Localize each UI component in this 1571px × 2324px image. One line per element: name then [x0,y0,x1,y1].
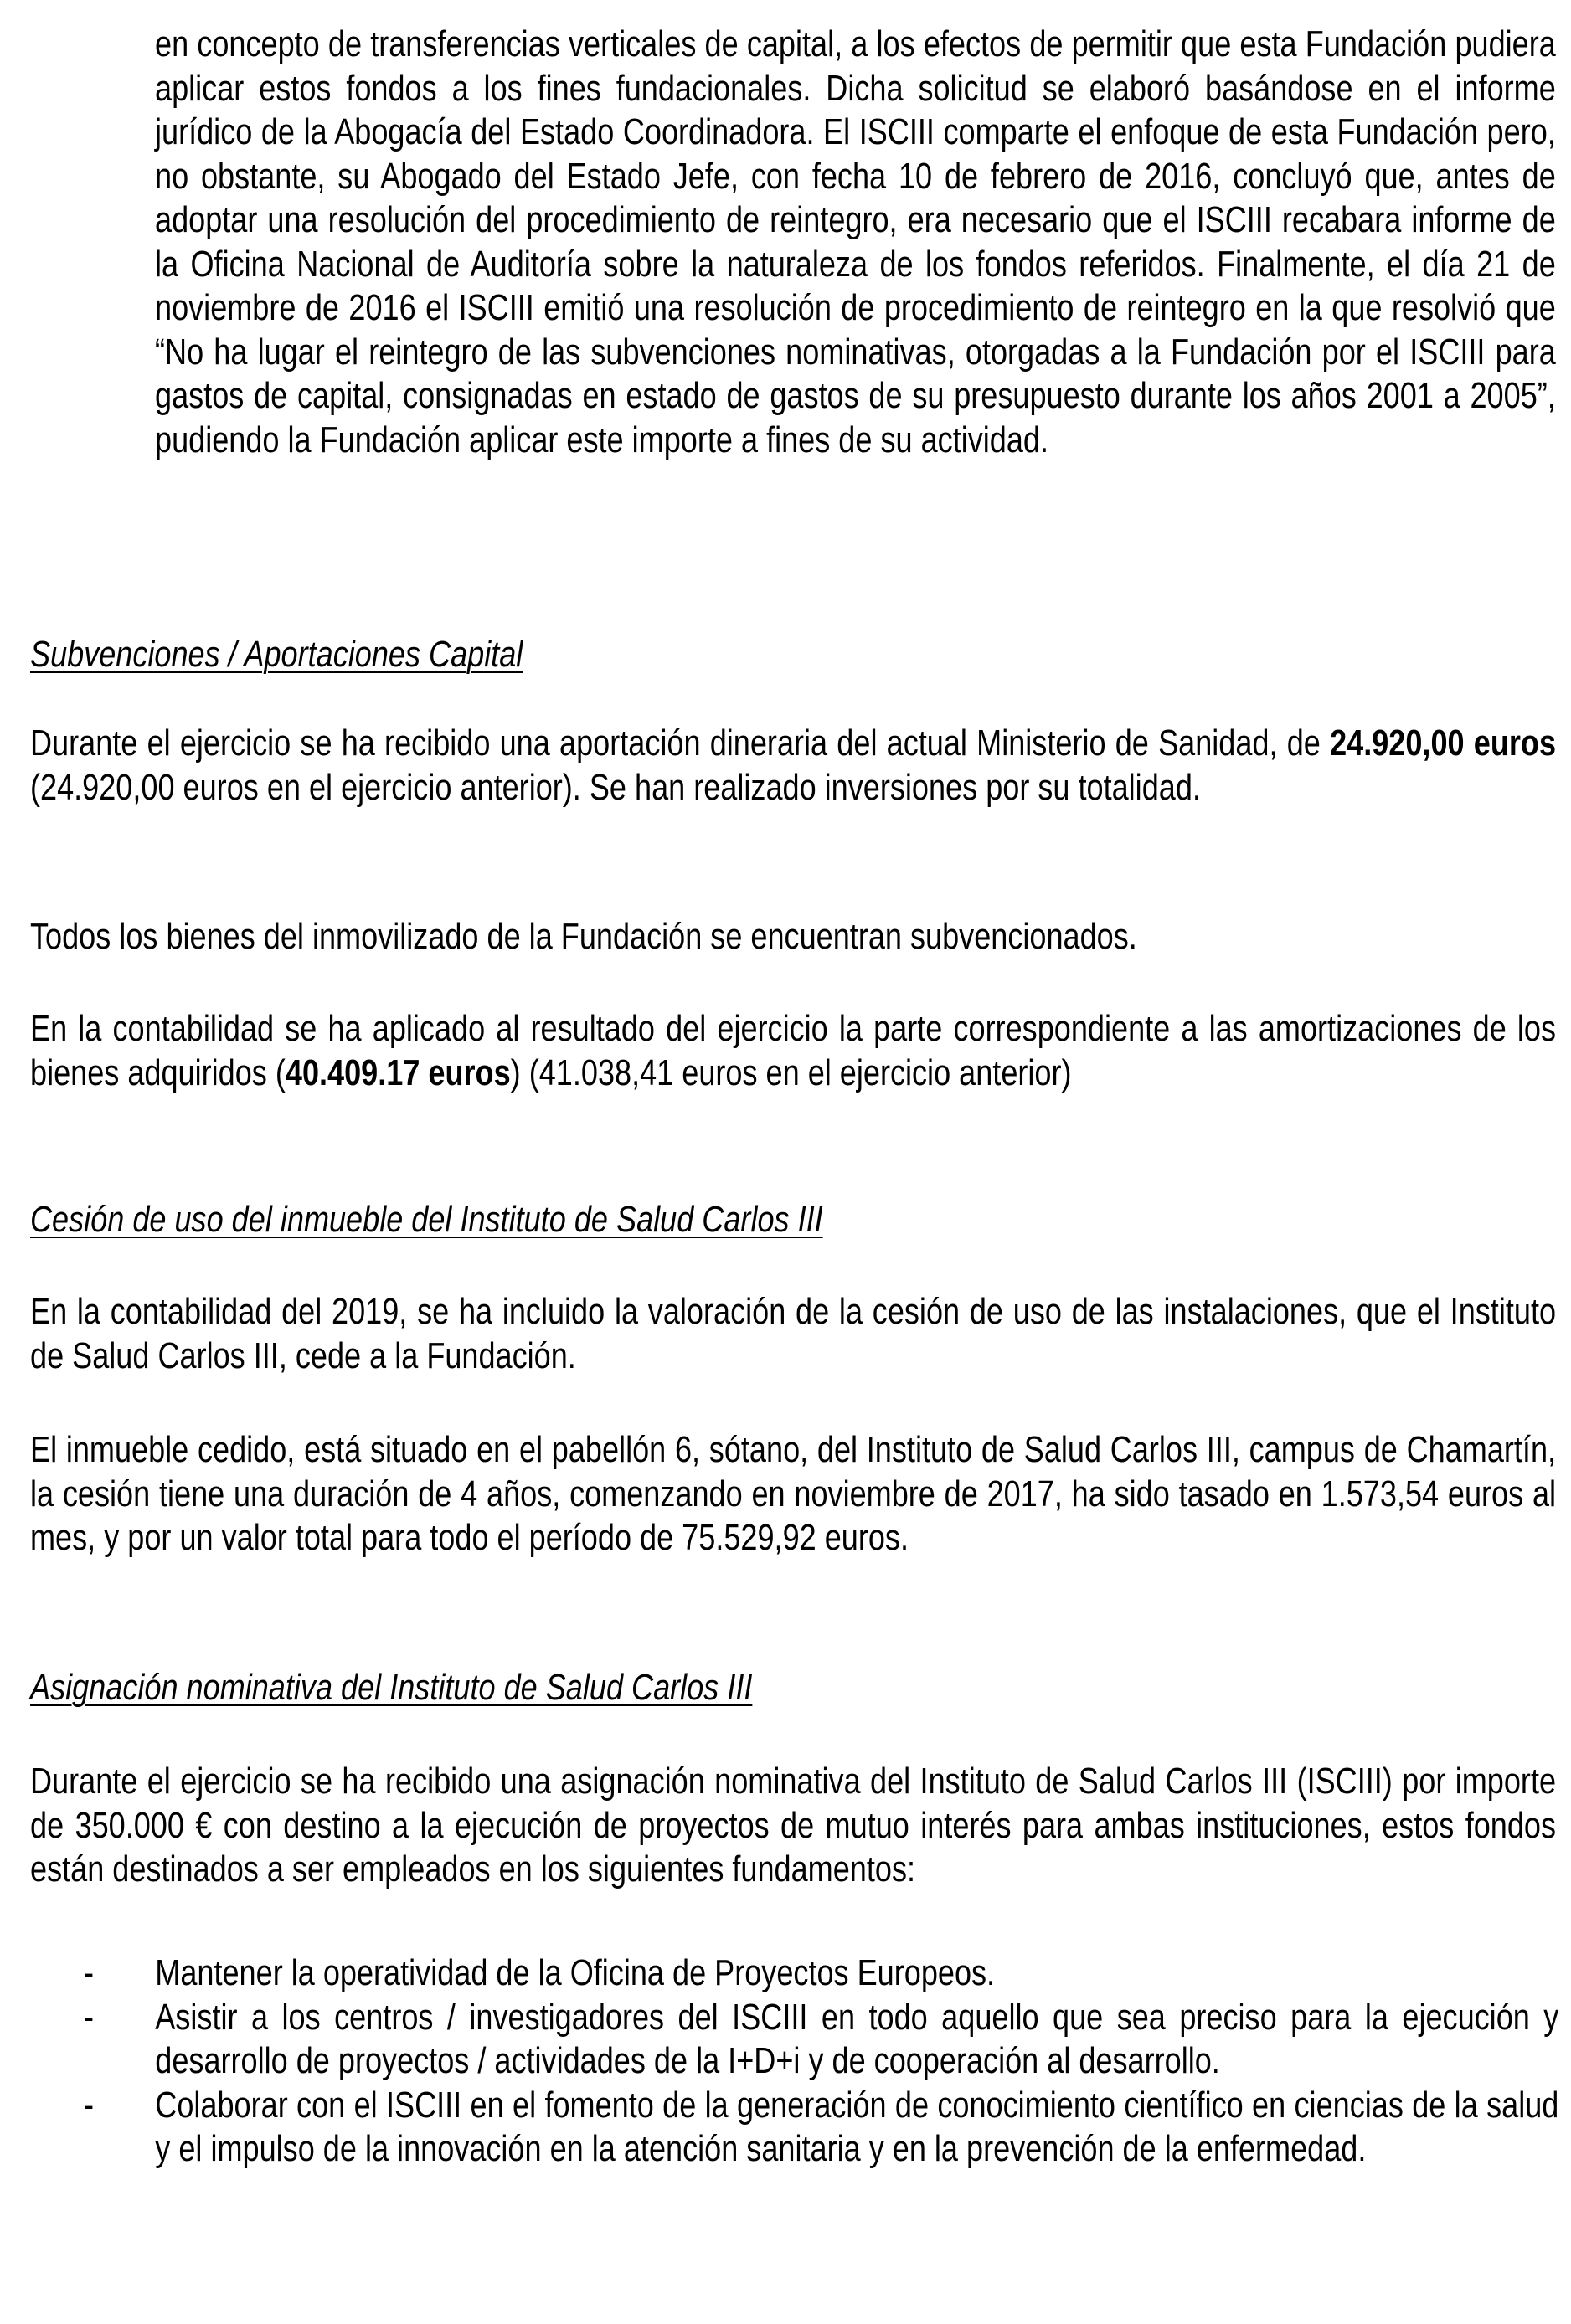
dash-bullet: - [84,2084,95,2126]
list-item [84,2084,1558,2172]
list-item-text: Colaborar con el ISCIII en el fomento de la generación de conocimiento científico en ciencias de la salud y el impulso de la innovación en la atención sanitaria y en la prevención de la enfermedad. [155,2084,1559,2169]
paragraph-asignacion: Durante el ejercicio se ha recibido una asignación nominativa del Instituto de Salud Carlos III (ISCIII) por importe de 350.000 € con destino a la ejecución de proyectos de mutuo interés para ambas instituciones, estos fondos están destinados a ser empleados en los siguientes fundamentos: [30,1761,1557,1890]
paragraph-aportacion [30,722,1556,810]
list-item-text: Asistir a los centros / investigadores del ISCIII en todo aquello que sea preciso para la ejecución y desarrollo de proyectos / actividades de la I+D+i y de cooperación al desarrollo. [155,1996,1559,2081]
paragraph-bienes: Todos los bienes del inmovilizado de la Fundación se encuentran subvencionados. [30,916,1137,957]
paragraph-inmueble: El inmueble cedido, está situado en el pabellón 6, sótano, del Instituto de Salud Carlos III, campus de Chamartín, la cesión tiene una duración de 4 años, comenzando en noviembre de 2017, ha sido tasado en 1.573,54 euros al mes, y por un valor total para todo el período de 75.529,92 euros. [30,1429,1557,1558]
amount-bold: 40.409.17 euros [285,1051,511,1093]
dash-bullet: - [84,1996,95,2038]
paragraph-contabilidad-2019: En la contabilidad del 2019, se ha incluido la valoración de la cesión de uso de las instalaciones, que el Instituto de Salud Carlos III, cede a la Fundación. [30,1291,1557,1376]
text: (24.920,00 euros en el ejercicio anterior). Se han realizado inversiones por su totalidad. [30,766,1201,808]
section-heading-subvenciones: Subvenciones / Aportaciones Capital [30,634,523,675]
paragraph-amortizaciones [30,1007,1556,1095]
section-heading-cesion: Cesión de uso del inmueble del Instituto de Salud Carlos III [30,1199,823,1240]
list-item [84,1996,1558,2084]
dash-bullet: - [84,1952,95,1993]
text: ) (41.038,41 euros en el ejercicio anterior) [510,1051,1072,1093]
paragraph-reintegro: en concepto de transferencias verticales de capital, a los efectos de permitir que esta Fundación pudiera aplicar estos fondos a los fines fundacionales. Dicha solicitud se elaboró basándose en el informe jurídico de la Abogacía del Estado Coordinadora. El ISCIII comparte el enfoque de esta Fundación pero, no obstante, su Abogado del Estado Jefe, con fecha 10 de febrero de 2016, concluyó que, antes de adoptar una resolución del procedimiento de reintegro, era necesario que el ISCIII recabara informe de la Oficina Nacional de Auditoría sobre la naturaleza de los fondos referidos. Finalmente, el día 21 de noviembre de 2016 el ISCIII emitió una resolución de procedimiento de reintegro en la que resolvió que “No ha lugar el reintegro de las subvenciones nominativas, otorgadas a la Fundación por el ISCIII para gastos de capital, consignadas en estado de gastos de su presupuesto durante los años 2001 a 2005”, pudiendo la Fundación aplicar este importe a fines de su actividad. [155,23,1556,460]
fundamentos-list [84,1951,1558,2172]
section-heading-asignacion: Asignación nominativa del Instituto de Salud Carlos III [30,1667,753,1708]
text: En la contabilidad se ha aplicado al resultado del ejercicio la parte correspondiente a las amortizaciones de los bienes adquiridos ( [30,1008,1557,1093]
list-item [84,1951,1558,1996]
amount-bold: 24.920,00 euros [1330,722,1557,764]
list-item-text: Mantener la operatividad de la Oficina de Proyectos Europeos. [155,1952,996,1993]
text: Durante el ejercicio se ha recibido una aportación dineraria del actual Ministerio de Sanidad, de [30,722,1331,764]
